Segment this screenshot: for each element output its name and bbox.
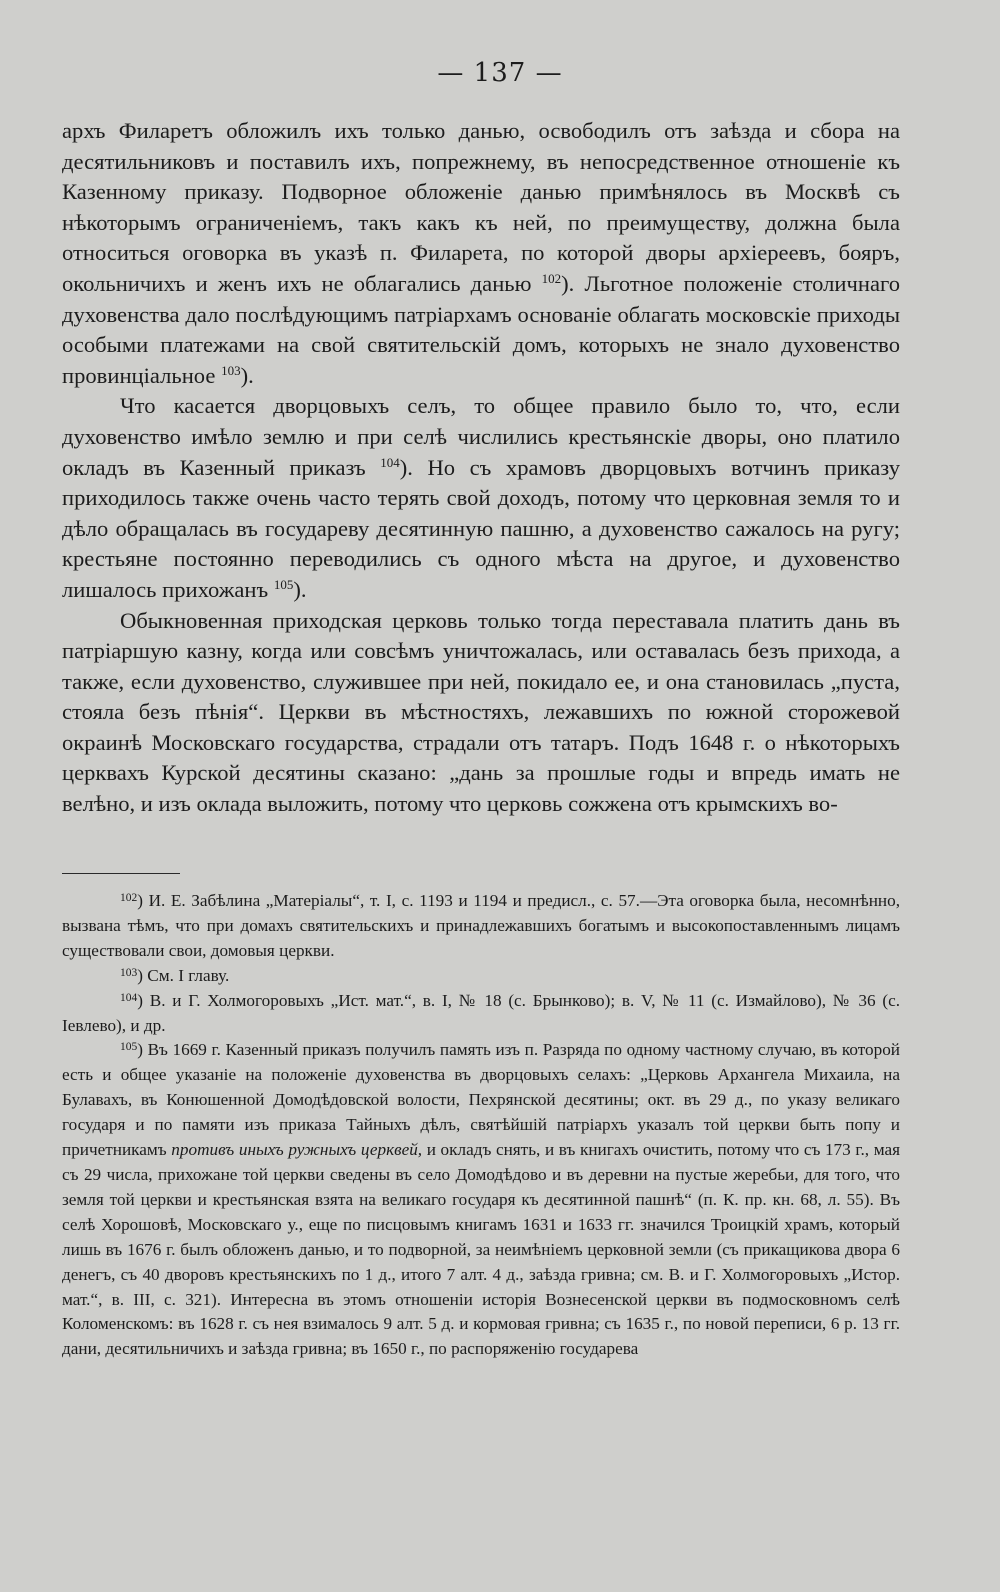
footnote-103 xyxy=(62,964,900,989)
paragraph-1-end: ). xyxy=(240,362,254,388)
paragraph-2-text: Что касается дворцовыхъ селъ, то общее правило было то, что, если духовенство имѣло землю и при селѣ числились крестьянскіе дворы, оно платило окладъ въ Казенный приказъ xyxy=(62,393,900,480)
footnote-105-mark: 105 xyxy=(120,1041,138,1054)
page-number: — 137 — xyxy=(437,58,563,88)
footnote-105-text: ) Въ 1669 г. Казенный приказъ получилъ память изъ п. Разряда по одному частному случаю, въ которой есть и общее указаніе на положеніе духовенства въ дворцовыхъ селахъ: „Церковь Архангела Михаила, на Булавахъ, въ Конюшенной Домодѣдовской волости, Пехрянской десятины; окт. въ 29 д., по указу великаго государя и по памяти изъ приказа Тайныхъ дѣлъ, святѣйшій патріархъ указалъ той церкви быть попу и причетникамъ xyxy=(62,1040,900,1160)
footnote-104-text: ) В. и Г. Холмогоровыхъ „Ист. мат.“, в. I, № 18 (с. Брынково); в. V, № 11 (с. Измайлово), № 36 (с. Іевлево), и др. xyxy=(62,990,900,1035)
footnote-104-mark: 104 xyxy=(120,991,138,1004)
footnote-divider xyxy=(62,873,180,874)
paragraph-2-end: ). xyxy=(293,576,307,602)
paragraph-1-text: архъ Филаретъ обложилъ ихъ только данью, освободилъ отъ заѣзда и сбора на десятильниковъ и поставилъ ихъ, попрежнему, въ непосредственное отношеніе къ Казенному приказу. Подворное обложеніе данью примѣнялось въ Москвѣ съ нѣкоторымъ ограниченіемъ, такъ какъ къ ней, по преимуществу, должна была относиться оговорка въ указѣ п. Филарета, по которой дворы архіереевъ, бояръ, окольничихъ и женъ ихъ не облагались данью xyxy=(62,118,900,296)
footnote-102-mark: 102 xyxy=(120,892,138,904)
footnote-105 xyxy=(62,1038,900,1362)
footnote-104 xyxy=(62,989,900,1039)
footnote-ref-103[interactable]: 103 xyxy=(221,362,241,378)
paragraph-1 xyxy=(62,116,900,391)
paragraph-1-text-cont: ). Льготное положеніе столичнаго духовенства дало послѣдующимъ патріархамъ основаніе облагать московскіе приходы особыми платежами на свой святительскій домъ, которыхъ не знало духовенство провинціальное xyxy=(62,270,900,388)
footnote-102-text: ) И. Е. Забѣлина „Матеріалы“, т. I, с. 1193 и 1194 и предисл., с. 57.—Эта оговорка была, несомнѣнно, вызвана тѣмъ, что при домахъ святительскихъ и принадлежавшихъ богатымъ и высокопоставленнымъ лицамъ существовали свои, домовыя церкви. xyxy=(62,891,900,960)
footnote-102 xyxy=(62,889,900,964)
footnote-103-mark: 103 xyxy=(120,966,138,979)
footnotes xyxy=(62,889,900,1362)
paragraph-3: Обыкновенная приходская церковь только тогда переставала платить дань въ патріаршую казну, когда или совсѣмъ уничтожалась, или оставалась безъ прихода, а также, если духовенство, служившее при ней, покидало ее, и она становилась „пуста, стояла безъ пѣнія“. Церкви въ мѣстностяхъ, лежавшихъ по южной сторожевой окраинѣ Московскаго государства, страдали отъ татаръ. Подъ 1648 г. о нѣкоторыхъ церквахъ Курской десятины сказано: „дань за прошлые годы и впредь имать не велѣно, и изъ оклада выложить, потому что церковь сожжена отъ крымскихъ во- xyxy=(62,607,900,817)
footnote-ref-104[interactable]: 104 xyxy=(380,454,400,470)
paragraph-2-text-cont: ). Но съ храмовъ дворцовыхъ вотчинъ приказу приходилось также очень часто терять свой доходъ, потому что церковная земля то и дѣло обращалась въ государеву десятинную пашню, а духовенство сажалось на ругу; крестьяне постоянно переводились съ одного мѣста на другое, и духовенство лишалось прихожанъ xyxy=(62,454,900,602)
footnote-105-italic: противъ иныхъ ружныхъ церквей, xyxy=(171,1140,423,1160)
paragraph-2 xyxy=(62,391,900,605)
main-text xyxy=(62,116,900,820)
footnote-105-text-cont: и окладъ снять, и въ книгахъ очистить, потому что съ 173 г., мая съ 29 числа, прихожане той церкви сведены въ село Домодѣдово и въ деревни на пустые жеребьи, для того, что земля той церкви и крестьянская взята на великаго государя къ десятинной пашнѣ“ (п. К. пр. кн. 68, л. 55). Въ селѣ Хорошовѣ, Московскаго у., еще по писцовымъ книгамъ 1631 и 1633 гг. значился Троицкій храмъ, который лишь въ 1676 г. былъ обложенъ данью, и то подворной, за неимѣніемъ церковной земли (съ прикащикова двора 6 денегъ, съ 40 дворовъ крестьянскихъ по 1 д., итого 7 алт. 4 д., заѣзда гривна; см. В. и Г. Холмогоровыхъ „Истор. мат.“, в. III, с. 321). Интересна въ этомъ отношеніи исторія Вознесенской церкви въ подмосковномъ селѣ Коломенскомъ: въ 1628 г. съ нея взималось 9 алт. 5 д. и кормовая гривна; съ 1635 г., по новой переписи, 6 р. 13 гг. дани, десятильничихъ и заѣзда гривна; въ 1650 г., по распоряженію государева xyxy=(62,1140,900,1359)
footnote-ref-102[interactable]: 102 xyxy=(541,270,562,286)
footnote-103-text: ) См. I главу. xyxy=(137,965,230,985)
footnote-ref-105[interactable]: 105 xyxy=(273,576,294,592)
